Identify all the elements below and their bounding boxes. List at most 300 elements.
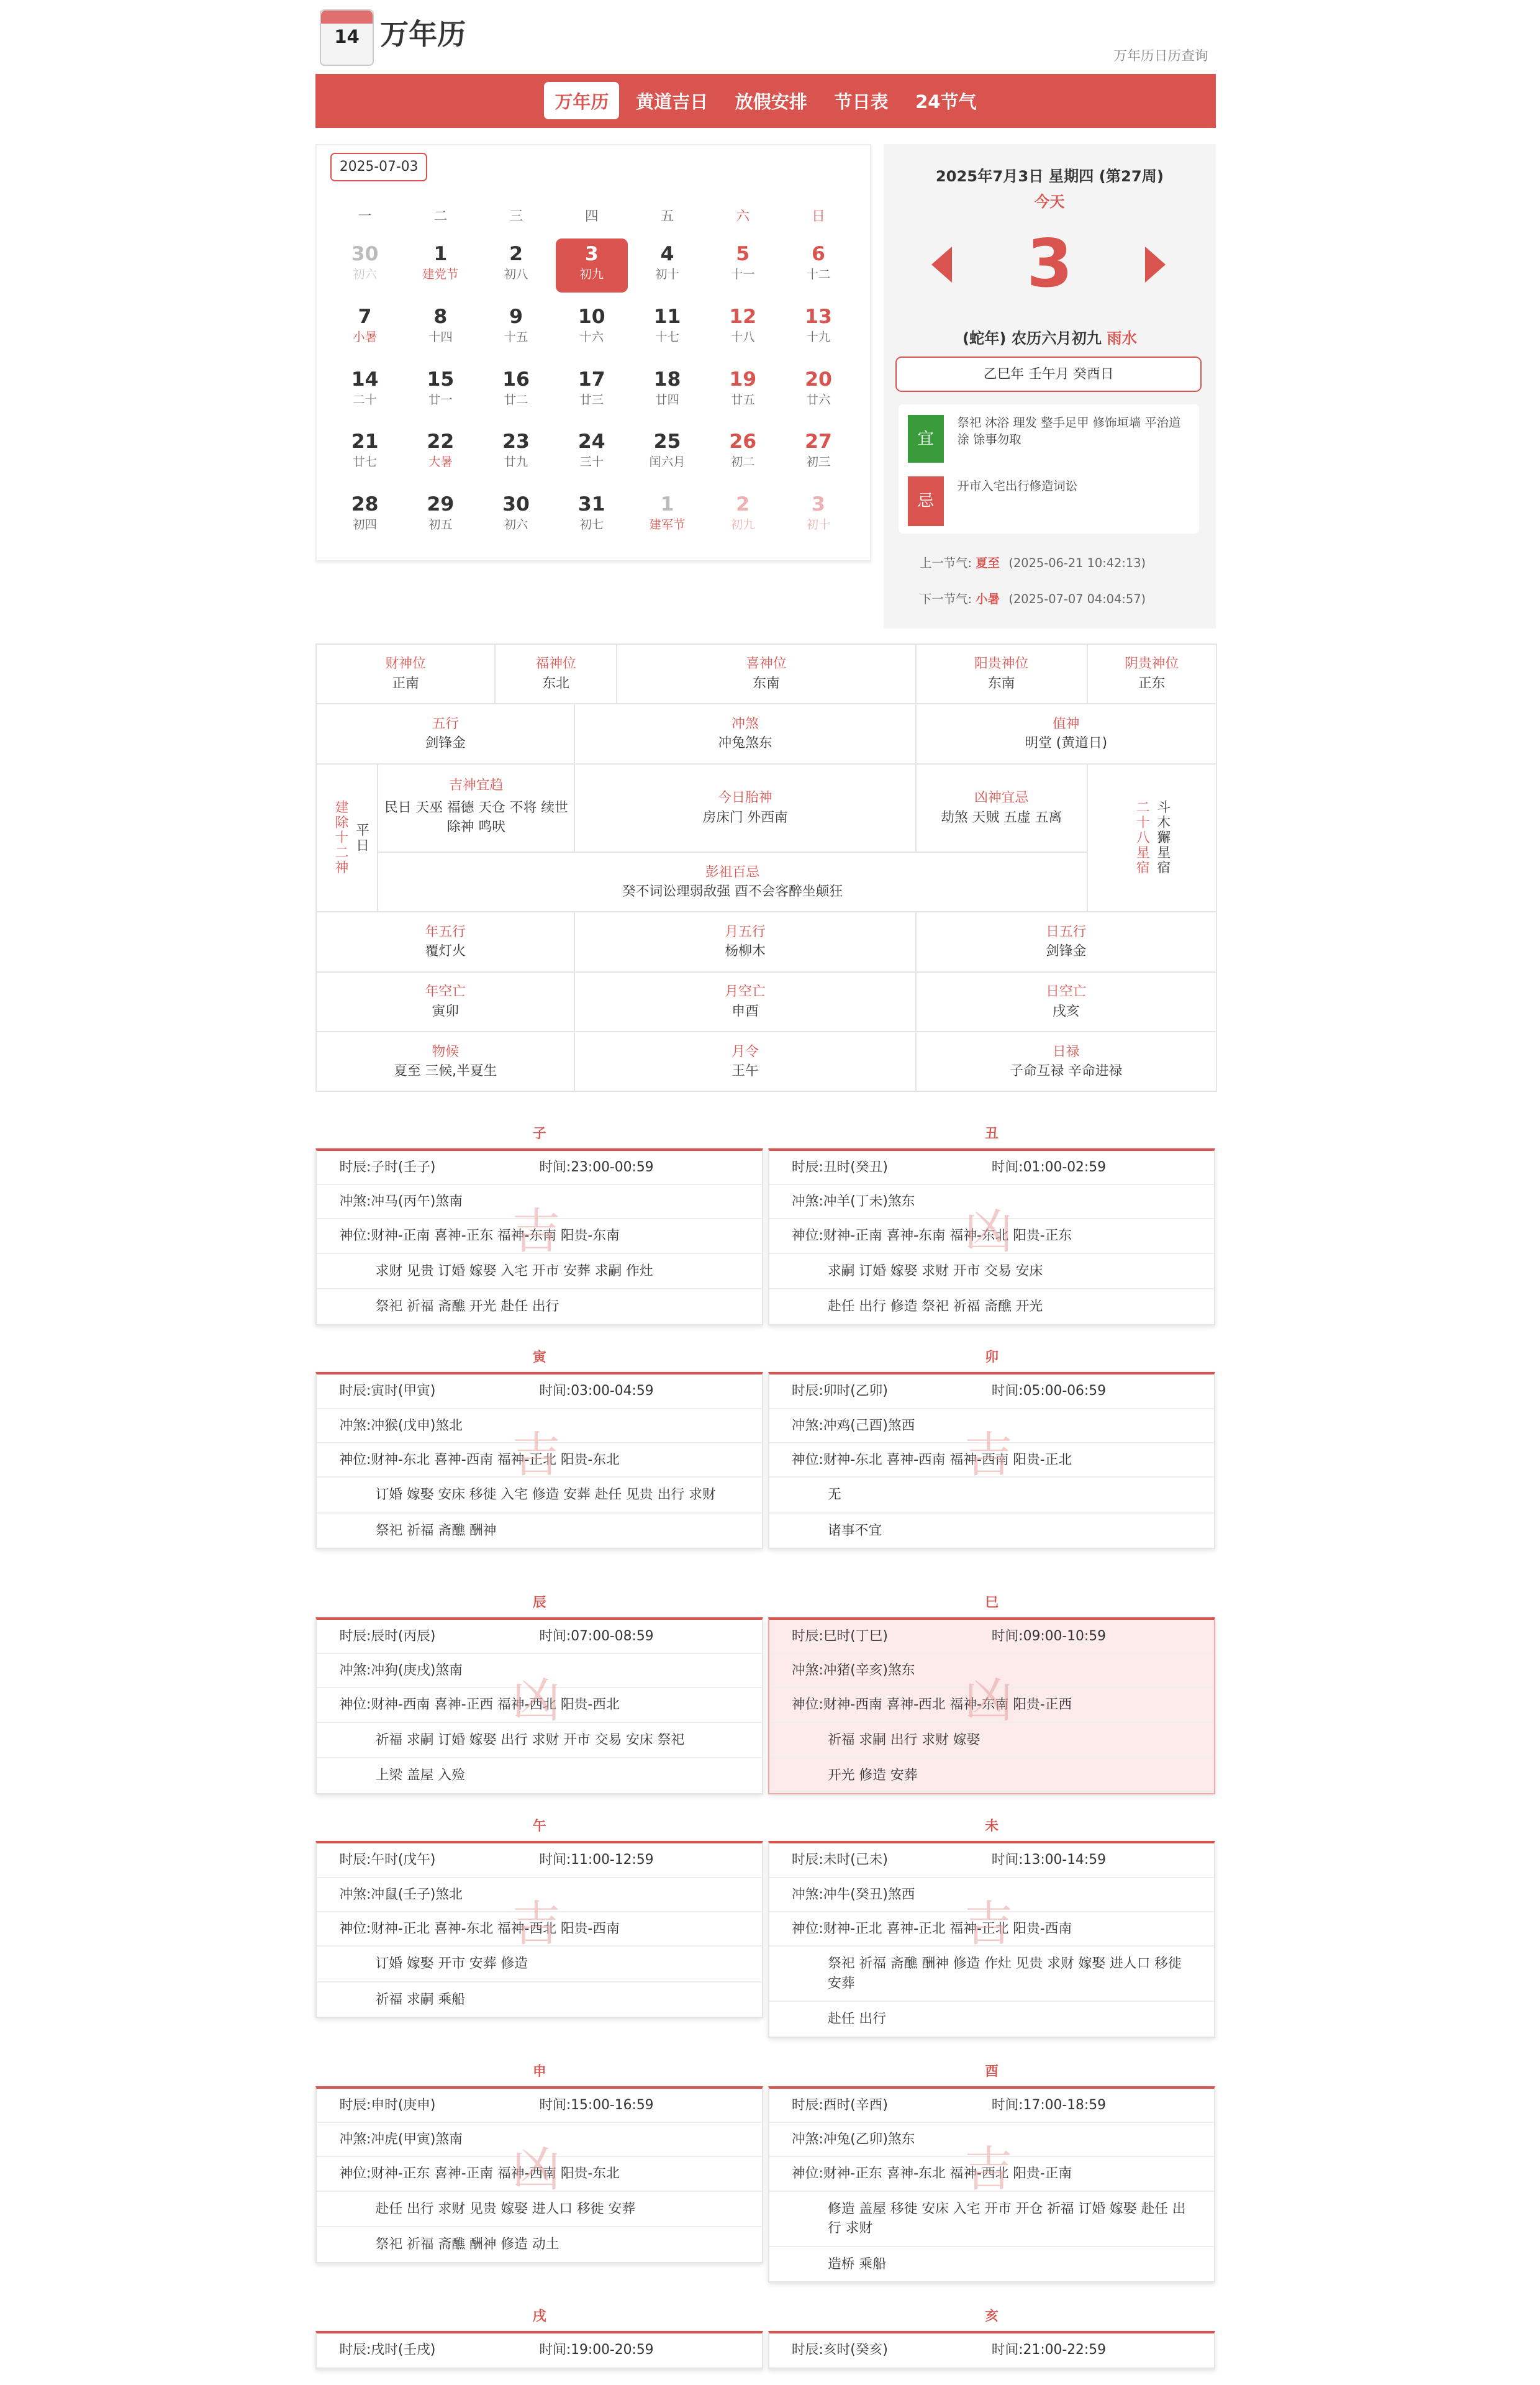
hour-time: 时间:23:00-00:59 — [539, 1159, 654, 1175]
hour-row — [769, 2089, 1214, 2123]
day-lunar: 十八 — [730, 329, 755, 344]
nav-huangdao[interactable]: 黄道吉日 — [636, 91, 709, 112]
hour-title: 寅 — [532, 1350, 546, 1366]
day-number: 13 — [805, 305, 832, 328]
weekday-header: 五 — [660, 209, 674, 225]
hour-wei-text: 神位:财神-正北 喜神-东北 福神-西北 阳贵-西南 — [339, 1920, 620, 1937]
calendar-day[interactable] — [404, 426, 476, 480]
hour-time: 时间:11:00-12:59 — [539, 1852, 654, 1868]
day-number: 11 — [653, 305, 681, 328]
hour-shichen: 时辰:戌时(壬戌) — [339, 2342, 436, 2358]
luck-stamp: 吉 — [964, 1427, 1013, 1484]
detail-value: 东南 — [987, 675, 1015, 691]
hour-chong-text: 冲煞:冲猪(辛亥)煞东 — [791, 1663, 915, 1679]
calendar-day[interactable] — [707, 238, 779, 293]
day-lunar: 十九 — [806, 329, 831, 344]
hour-shichen: 时辰:申时(庚申) — [339, 2097, 436, 2113]
day-number: 29 — [427, 493, 455, 516]
day-lunar: 十一 — [730, 267, 755, 282]
nav-wannianli[interactable]: 万年历 — [544, 82, 619, 119]
day-number: 2 — [736, 493, 750, 516]
detail-label: 福神位 — [535, 656, 576, 672]
date-line: 2025年7月3日 星期四 (第27周) — [935, 167, 1164, 185]
hour-card — [768, 2086, 1215, 2283]
hour-shichen: 时辰:寅时(甲寅) — [339, 1383, 436, 1399]
detail-label: 五行 — [432, 716, 460, 732]
hour-ji: 上梁 盖屋 入殓 — [375, 1768, 465, 1784]
day-number: 9 — [509, 305, 523, 328]
detail-label: 今日胎神 — [718, 790, 772, 806]
luck-stamp: 吉 — [512, 1427, 561, 1484]
jianchu-value: 平日 — [353, 822, 369, 853]
day-lunar: 初九 — [730, 517, 755, 532]
hour-row — [317, 1151, 761, 1185]
calendar-day[interactable] — [631, 301, 703, 355]
weekday-header: 二 — [433, 209, 448, 225]
luck-stamp: 吉 — [964, 1896, 1013, 1953]
calendar-day[interactable] — [556, 301, 628, 355]
detail-value: 民日 天巫 福德 天仓 不将 续世 除神 鸣吠 — [384, 799, 568, 835]
day-lunar: 初六 — [504, 517, 528, 532]
day-number: 8 — [433, 305, 448, 328]
hour-yi: 祭祀 祈福 斋醮 酬神 修造 作灶 见贵 求财 嫁娶 进人口 移徙 安葬 — [769, 1947, 1214, 2002]
hour-ji: 祭祀 祈福 斋醮 酬神 — [375, 1522, 497, 1538]
hour-card — [315, 2331, 763, 2369]
day-lunar: 十二 — [806, 267, 831, 282]
hour-title: 丑 — [985, 1125, 999, 1142]
day-number: 4 — [660, 243, 674, 266]
hour-shichen: 时辰:亥时(癸亥) — [791, 2342, 888, 2358]
luck-stamp: 凶 — [512, 1672, 561, 1729]
weekday-header: 三 — [509, 209, 523, 225]
day-lunar: 十四 — [428, 329, 453, 344]
day-number: 10 — [578, 305, 605, 328]
day-lunar: 初九 — [579, 267, 604, 282]
day-number: 1 — [660, 493, 674, 516]
day-number: 30 — [502, 493, 530, 516]
day-lunar: 建党节 — [422, 267, 459, 282]
detail-label: 阳贵神位 — [974, 656, 1029, 672]
calendar-day[interactable] — [782, 364, 854, 418]
detail-label: 月令 — [732, 1043, 759, 1060]
day-number: 31 — [578, 493, 605, 516]
calendar-day[interactable] — [404, 238, 476, 293]
hour-time: 时间:03:00-04:59 — [539, 1383, 654, 1399]
hour-wei-text: 神位:财神-东北 喜神-西南 福神-正北 阳贵-东北 — [339, 1451, 620, 1468]
day-lunar: 建军节 — [649, 517, 686, 532]
detail-row-wuxing2 — [316, 912, 1216, 971]
day-lunar: 初五 — [428, 517, 453, 532]
logo-text: 14 — [334, 26, 360, 48]
hour-chong-text: 冲煞:冲马(丙午)煞南 — [339, 1194, 463, 1210]
detail-value: 劫煞 天贼 五虚 五离 — [941, 809, 1062, 825]
hour-chong-text: 冲煞:冲牛(癸丑)煞西 — [791, 1886, 915, 1902]
calendar-day[interactable] — [480, 238, 552, 293]
day-lunar: 廿六 — [806, 392, 831, 407]
date-picker-input[interactable]: 2025-07-03 — [330, 153, 427, 181]
ji-text: 开市入宅出行修造词讼 — [957, 479, 1078, 494]
calendar-panel — [315, 144, 871, 561]
hour-row — [317, 2089, 761, 2123]
calendar-day[interactable] — [404, 489, 476, 543]
detail-label: 凶神宜忌 — [974, 790, 1029, 806]
calendar-day[interactable] — [329, 301, 401, 355]
day-lunar: 十七 — [655, 329, 679, 344]
day-lunar: 初十 — [806, 517, 831, 532]
detail-row-gods — [316, 644, 1216, 704]
hour-title: 戌 — [532, 2309, 546, 2325]
detail-row-pengzu — [316, 852, 1216, 912]
day-lunar: 十五 — [504, 329, 528, 344]
ganzhi-box: 乙巳年 壬午月 癸酉日 — [895, 357, 1202, 392]
hour-title: 卯 — [985, 1350, 999, 1366]
detail-label: 日禄 — [1052, 1043, 1080, 1060]
calendar-day[interactable] — [707, 364, 779, 418]
detail-label: 冲煞 — [732, 716, 759, 732]
luck-stamp: 吉 — [512, 1203, 561, 1260]
hour-time: 时间:15:00-16:59 — [539, 2097, 654, 2113]
calendar-day[interactable] — [631, 489, 703, 543]
hour-row — [769, 1151, 1214, 1185]
hour-wei-text: 神位:财神-正南 喜神-正东 福神-东南 阳贵-东南 — [339, 1228, 620, 1244]
hour-yi: 求嗣 订婚 嫁娶 求财 开市 交易 安床 — [769, 1254, 1214, 1290]
hour-shichen: 时辰:丑时(癸丑) — [791, 1159, 888, 1175]
calendar-day[interactable] — [782, 301, 854, 355]
detail-label: 吉神宜趋 — [449, 777, 504, 793]
hour-row — [769, 1843, 1214, 1878]
nav-solar-terms[interactable]: 24节气 — [915, 91, 977, 112]
next-term-label: 下一节气: — [920, 591, 972, 606]
day-lunar: 大暑 — [428, 455, 453, 470]
detail-label: 财神位 — [385, 656, 426, 672]
hour-card — [768, 1372, 1215, 1549]
day-number: 28 — [351, 493, 379, 516]
hour-shichen: 时辰:未时(己未) — [791, 1852, 888, 1868]
hour-yi: 祈福 求嗣 出行 求财 嫁娶 — [769, 1723, 1214, 1759]
calendar-day[interactable] — [707, 301, 779, 355]
luck-stamp: 凶 — [964, 1203, 1013, 1260]
lunar-text: (蛇年) 农历六月初九 — [962, 330, 1102, 348]
detail-label: 阴贵神位 — [1125, 656, 1179, 672]
day-number: 26 — [729, 430, 757, 453]
day-lunar: 初二 — [730, 455, 755, 470]
hour-ji: 祭祀 祈福 斋醮 开光 赴任 出行 — [375, 1299, 559, 1315]
pengzu-label: 彭祖百忌 — [705, 864, 760, 880]
day-lunar: 三十 — [579, 455, 604, 470]
calendar-logo-icon[interactable] — [320, 9, 373, 66]
lunar-date — [884, 326, 1216, 348]
detail-value: 正南 — [392, 675, 419, 691]
detail-value: 夏至 三候,半夏生 — [394, 1063, 497, 1079]
hour-shichen: 时辰:午时(戊午) — [339, 1852, 436, 1868]
detail-label: 值神 — [1052, 716, 1080, 732]
day-number: 30 — [351, 243, 379, 266]
day-lunar: 廿二 — [504, 392, 528, 407]
calendar-day[interactable] — [707, 426, 779, 480]
weekday-header: 日 — [812, 209, 825, 225]
hour-row — [769, 1374, 1214, 1409]
calendar-day[interactable] — [404, 301, 476, 355]
hour-row — [769, 1620, 1214, 1654]
hour-ji: 开光 修造 安葬 — [827, 1768, 918, 1784]
pengzu-value: 癸不词讼理弱敌强 酉不会客醉坐颠狂 — [622, 884, 843, 900]
hour-yi: 无 — [769, 1478, 1214, 1514]
hour-shichen: 时辰:卯时(乙卯) — [791, 1383, 888, 1399]
hour-wei-text: 神位:财神-西南 喜神-正西 福神-西北 阳贵-西北 — [339, 1697, 620, 1713]
details-table — [315, 643, 1217, 1093]
next-day-arrow-icon[interactable] — [1145, 247, 1166, 283]
day-lunar: 小暑 — [353, 329, 377, 344]
calendar-day[interactable] — [404, 364, 476, 418]
hour-row — [317, 1843, 761, 1878]
calendar-day[interactable] — [329, 426, 401, 480]
hour-card — [315, 2086, 763, 2263]
luck-stamp: 凶 — [964, 1672, 1013, 1729]
hour-time: 时间:13:00-14:59 — [991, 1852, 1106, 1868]
hour-card — [768, 1148, 1215, 1325]
detail-row-wuxing — [316, 704, 1216, 763]
hour-title: 午 — [532, 1819, 546, 1835]
jianchu-label: 建除十二神 — [333, 800, 348, 876]
big-day-number: 3 — [1026, 225, 1073, 302]
luck-stamp: 吉 — [964, 2141, 1013, 2197]
hour-ji: 造桥 乘船 — [827, 2256, 886, 2272]
hour-ji: 祈福 求嗣 乘船 — [375, 1991, 465, 2007]
detail-label: 年五行 — [425, 924, 466, 940]
detail-value: 正东 — [1138, 675, 1166, 691]
site-name[interactable]: 万年历 — [380, 17, 466, 52]
hour-time: 时间:09:00-10:59 — [991, 1628, 1106, 1644]
detail-label: 喜神位 — [746, 656, 787, 672]
hour-shichen: 时辰:子时(壬子) — [339, 1159, 436, 1175]
luck-stamp: 凶 — [512, 2141, 561, 2197]
weekday-header: 六 — [736, 209, 750, 225]
day-number: 6 — [812, 243, 825, 266]
calendar-day[interactable] — [480, 489, 552, 543]
hour-ji: 赴任 出行 — [827, 2011, 886, 2027]
day-lunar: 廿七 — [353, 455, 377, 470]
day-lunar: 二十 — [353, 392, 377, 407]
day-number: 3 — [584, 243, 599, 266]
calendar-day[interactable] — [631, 426, 703, 480]
day-lunar: 初十 — [655, 267, 679, 282]
next-term-name[interactable]: 小暑 — [976, 591, 1000, 606]
hour-yi: 订婚 嫁娶 开市 安葬 修造 — [317, 1947, 761, 1983]
day-lunar: 初四 — [353, 517, 377, 532]
prev-term-label: 上一节气: — [920, 555, 972, 570]
hour-row — [317, 1620, 761, 1654]
prev-solar-term — [920, 553, 1146, 571]
hour-wei-text: 神位:财神-东北 喜神-西南 福神-西南 阳贵-正北 — [791, 1451, 1072, 1468]
day-number: 23 — [502, 430, 530, 453]
hour-title: 辰 — [532, 1594, 546, 1610]
hour-chong-text: 冲煞:冲兔(乙卯)煞东 — [791, 2132, 915, 2148]
hour-card — [315, 1372, 763, 1549]
hour-title: 未 — [985, 1819, 999, 1835]
detail-label: 月空亡 — [725, 984, 766, 1000]
detail-row-kongwang — [316, 972, 1216, 1032]
hour-chong-text: 冲煞:冲狗(庚戌)煞南 — [339, 1663, 463, 1679]
hour-time: 时间:01:00-02:59 — [991, 1159, 1106, 1175]
today-link[interactable]: 今天 — [1035, 193, 1065, 211]
calendar-day[interactable] — [329, 238, 401, 293]
hour-yi: 祈福 求嗣 订婚 嫁娶 出行 求财 开市 交易 安床 祭祀 — [317, 1723, 761, 1759]
hour-time: 时间:21:00-22:59 — [991, 2342, 1106, 2358]
hour-card — [768, 1617, 1215, 1794]
day-info-panel — [884, 144, 1216, 628]
day-number: 19 — [729, 368, 757, 391]
hour-wei-text: 神位:财神-西南 喜神-西北 福神-东南 阳贵-正西 — [791, 1697, 1072, 1713]
day-lunar: 初七 — [579, 517, 604, 532]
luck-stamp: 吉 — [512, 1896, 561, 1953]
day-number: 16 — [502, 368, 530, 391]
calendar-day[interactable] — [480, 426, 552, 480]
yi-ji-box — [899, 404, 1199, 534]
day-number: 3 — [812, 493, 825, 516]
detail-row-shen — [316, 764, 1216, 852]
day-number: 12 — [729, 305, 757, 328]
hour-chong-text: 冲煞:冲鸡(己酉)煞西 — [791, 1417, 915, 1433]
day-number: 22 — [427, 430, 455, 453]
hour-chong-text: 冲煞:冲猴(戊申)煞北 — [339, 1417, 463, 1433]
hour-card — [315, 1841, 763, 2018]
day-lunar: 初八 — [504, 267, 528, 282]
hour-wei-text: 神位:财神-正北 喜神-正北 福神-正北 阳贵-西南 — [791, 1920, 1072, 1937]
hour-ji: 赴任 出行 修造 祭祀 祈福 斋醮 开光 — [827, 1299, 1043, 1315]
detail-row-wuhou — [316, 1032, 1216, 1091]
ji-badge: 忌 — [908, 476, 944, 526]
hour-wei-text: 神位:财神-正南 喜神-东南 福神-东北 阳贵-正东 — [791, 1228, 1072, 1244]
hour-ji: 祭祀 祈福 斋醮 酬神 修造 动土 — [375, 2237, 559, 2253]
hour-shichen: 时辰:酉时(辛酉) — [791, 2097, 888, 2113]
hour-row — [317, 2333, 761, 2368]
detail-value: 申酉 — [732, 1003, 759, 1019]
calendar-day[interactable] — [480, 364, 552, 418]
calendar-day[interactable] — [329, 364, 401, 418]
hour-row — [317, 1374, 761, 1409]
nav-festival[interactable]: 节日表 — [834, 91, 889, 112]
hour-chong-text: 冲煞:冲虎(甲寅)煞南 — [339, 2132, 463, 2148]
day-number: 18 — [653, 368, 681, 391]
hour-card — [315, 1617, 763, 1794]
yi-badge: 宜 — [908, 415, 944, 463]
hour-time: 时间:19:00-20:59 — [539, 2342, 654, 2358]
hour-wei-text: 神位:财神-正东 喜神-东北 福神-西北 阳贵-正南 — [791, 2166, 1072, 2182]
day-number: 5 — [736, 243, 750, 266]
yi-text: 祭祀 沐浴 理发 整手足甲 修饰垣墙 平治道涂 馀事勿取 — [957, 415, 1181, 447]
day-lunar: 闰六月 — [649, 455, 686, 470]
calendar-day[interactable] — [556, 489, 628, 543]
day-number: 21 — [351, 430, 379, 453]
calendar-day[interactable] — [631, 238, 703, 293]
hour-yi: 修造 盖屋 移徙 安床 入宅 开市 开仓 祈福 订婚 嫁娶 赴任 出行 求财 — [769, 2192, 1214, 2247]
detail-value: 剑锋金 — [1046, 943, 1087, 960]
day-number: 14 — [351, 368, 379, 391]
detail-value: 冲兔煞东 — [718, 735, 772, 752]
detail-label: 日空亡 — [1046, 984, 1087, 1000]
calendar-day[interactable] — [631, 364, 703, 418]
calendar-day[interactable] — [480, 301, 552, 355]
xiu-value: 斗木獬星宿 — [1154, 800, 1171, 876]
calendar-day[interactable] — [782, 489, 854, 543]
hour-shichen: 时辰:巳时(丁巳) — [791, 1628, 888, 1644]
next-term-time: (2025-07-07 04:04:57) — [1008, 591, 1146, 606]
day-number: 2 — [509, 243, 523, 266]
calendar-day[interactable] — [329, 489, 401, 543]
hour-ji: 诸事不宜 — [827, 1522, 882, 1538]
header — [0, 0, 1539, 72]
hour-time: 时间:07:00-08:59 — [539, 1628, 654, 1644]
detail-value: 子命互禄 辛命进禄 — [1010, 1063, 1123, 1079]
hour-card — [768, 2331, 1215, 2369]
hour-title: 子 — [532, 1125, 546, 1142]
detail-label: 年空亡 — [425, 984, 466, 1000]
hour-yi: 订婚 嫁娶 安床 移徙 入宅 修造 安葬 赴任 见贵 出行 求财 — [317, 1478, 761, 1514]
weekday-header: 四 — [584, 209, 599, 225]
detail-value: 寅卯 — [432, 1003, 460, 1019]
calendar-day[interactable] — [782, 426, 854, 480]
hour-row — [769, 2333, 1214, 2368]
hour-title: 亥 — [985, 2309, 999, 2325]
next-solar-term — [920, 589, 1146, 607]
hour-title: 巳 — [985, 1594, 999, 1610]
day-lunar: 初六 — [353, 267, 377, 282]
solar-term: 雨水 — [1107, 330, 1137, 348]
day-number: 27 — [805, 430, 832, 453]
calendar-day[interactable] — [782, 238, 854, 293]
day-lunar: 廿三 — [579, 392, 604, 407]
day-number: 20 — [805, 368, 832, 391]
detail-label: 月五行 — [725, 924, 766, 940]
detail-value: 东南 — [753, 675, 780, 691]
hour-chong-text: 冲煞:冲鼠(壬子)煞北 — [339, 1886, 463, 1902]
calendar-day[interactable] — [556, 426, 628, 480]
calendar-day[interactable] — [556, 238, 628, 293]
prev-term-name[interactable]: 夏至 — [976, 555, 1000, 570]
day-number: 25 — [653, 430, 681, 453]
hour-wei-text: 神位:财神-正东 喜神-正南 福神-西南 阳贵-东北 — [339, 2166, 620, 2182]
calendar-day[interactable] — [556, 364, 628, 418]
hour-yi: 求财 见贵 订婚 嫁娶 入宅 开市 安葬 求嗣 作灶 — [317, 1254, 761, 1290]
hour-title: 酉 — [985, 2063, 999, 2079]
detail-value: 杨柳木 — [725, 943, 766, 960]
detail-value: 戌亥 — [1052, 1003, 1080, 1019]
detail-value: 明堂 (黄道日) — [1025, 735, 1108, 752]
day-number: 7 — [358, 305, 372, 328]
detail-label: 日五行 — [1046, 924, 1087, 940]
calendar-day[interactable] — [707, 489, 779, 543]
day-lunar: 十六 — [579, 329, 604, 344]
detail-value: 王午 — [732, 1063, 759, 1079]
day-lunar: 廿四 — [655, 392, 679, 407]
day-number: 1 — [433, 243, 448, 266]
weekday-header: 一 — [358, 209, 372, 225]
detail-value: 东北 — [542, 675, 569, 691]
site-subtitle: 万年历日历查询 — [1113, 48, 1208, 64]
nav-holiday[interactable]: 放假安排 — [735, 91, 807, 112]
detail-value: 覆灯火 — [425, 943, 466, 960]
hour-card — [315, 1148, 763, 1325]
hour-title: 申 — [532, 2063, 546, 2079]
day-number: 15 — [427, 368, 455, 391]
hour-time: 时间:05:00-06:59 — [991, 1383, 1106, 1399]
day-lunar: 廿五 — [730, 392, 755, 407]
detail-value: 房床门 外西南 — [702, 809, 788, 825]
hour-shichen: 时辰:辰时(丙辰) — [339, 1628, 436, 1644]
xiu-label: 二十八星宿 — [1134, 800, 1150, 876]
day-lunar: 初三 — [806, 455, 831, 470]
detail-value: 剑锋金 — [425, 735, 466, 752]
